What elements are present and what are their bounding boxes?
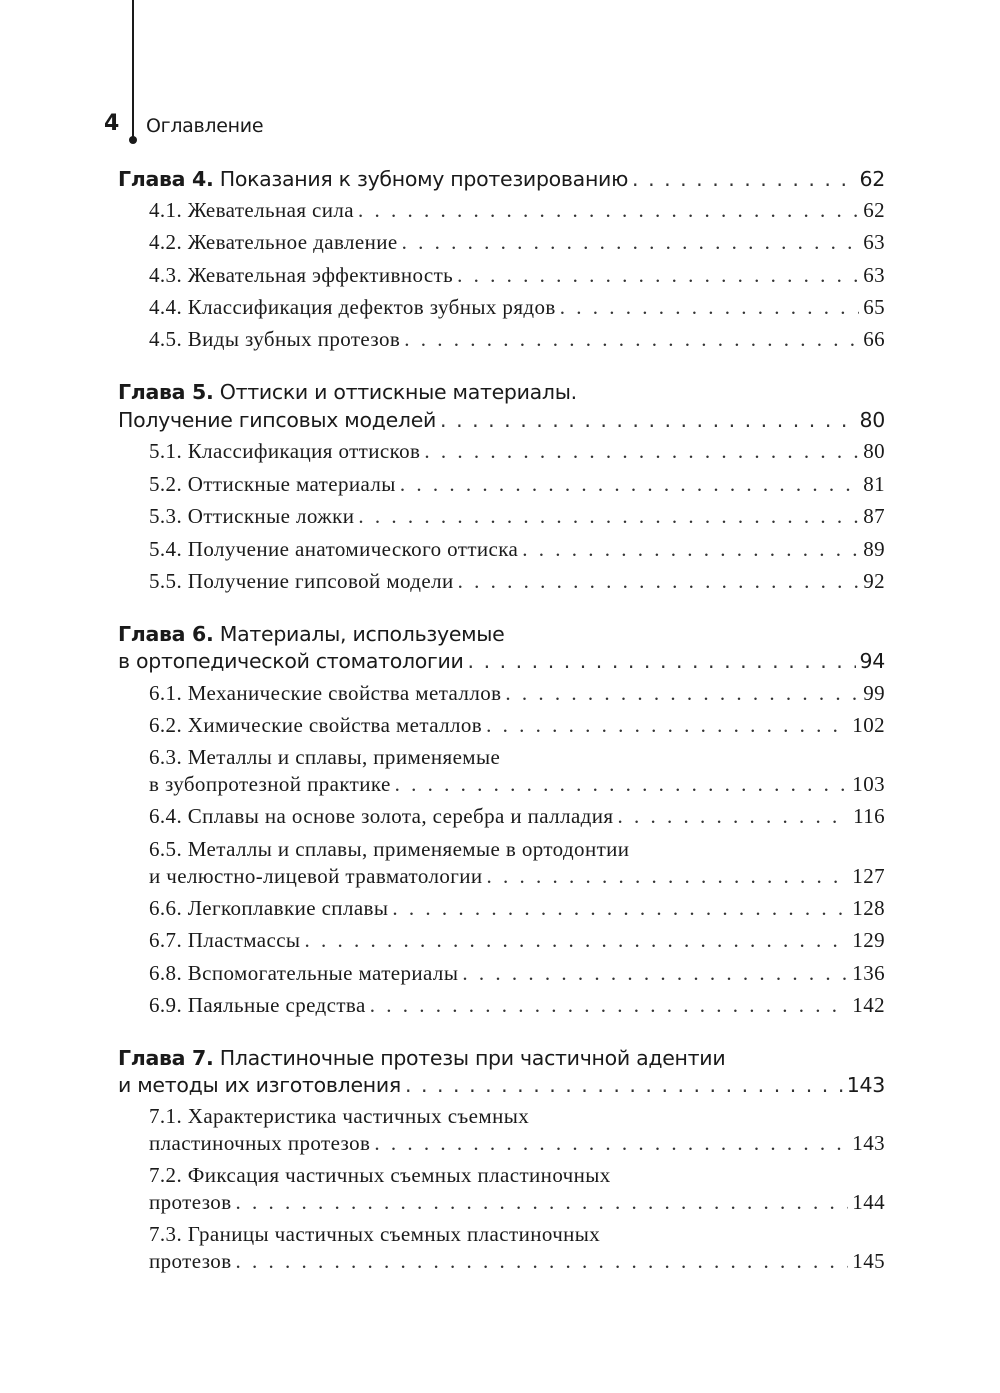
toc-section-6-5-line1[interactable] — [118, 832, 885, 862]
section-title: 4.2. Жевательное давление — [149, 230, 398, 254]
section-page: 92 — [863, 569, 885, 593]
section-page: 127 — [852, 864, 885, 888]
section-page: 89 — [863, 537, 885, 561]
section-title: 6.8. Вспомогательные материалы — [149, 961, 459, 985]
section-title: 6.6. Легкоплавкие сплавы — [149, 896, 389, 920]
section-title-line2: в зубопротезной практике — [149, 772, 391, 796]
dot-leader — [404, 327, 859, 352]
section-page: 102 — [852, 713, 885, 737]
section-page: 116 — [853, 804, 885, 828]
section-page: 145 — [852, 1249, 885, 1273]
toc-section-6-3-line1[interactable] — [118, 740, 885, 770]
dot-leader — [462, 961, 848, 986]
section-page: 99 — [863, 681, 885, 705]
toc-section-7-2-line1[interactable] — [118, 1158, 885, 1188]
toc-section-6-2[interactable] — [118, 708, 885, 738]
dot-leader — [632, 167, 855, 191]
section-page: 144 — [852, 1190, 885, 1214]
dot-leader — [457, 263, 859, 288]
dot-leader — [468, 649, 856, 673]
chapter-title-line2: в ортопедической стоматологии — [118, 649, 464, 673]
running-title: Оглавление — [146, 115, 264, 137]
dot-leader — [560, 295, 860, 320]
dot-leader — [395, 772, 849, 797]
section-title: 4.4. Классификация дефектов зубных рядов — [149, 295, 556, 319]
toc-chapter-6[interactable] — [118, 643, 885, 673]
toc-chapter-5-line1[interactable] — [118, 374, 885, 404]
dot-leader — [402, 230, 860, 255]
section-page: 81 — [863, 472, 885, 496]
toc-chapter-5[interactable] — [118, 402, 885, 432]
section-title: 5.3. Оттискные ложки — [149, 504, 355, 528]
dot-leader — [486, 713, 848, 738]
dot-leader — [522, 537, 859, 562]
section-title: 5.5. Получение гипсовой модели — [149, 569, 454, 593]
header-rule-dot — [129, 136, 137, 144]
section-page: 142 — [852, 993, 885, 1017]
section-title-line1: 6.5. Металлы и сплавы, применяемые в ортодонтии — [149, 837, 630, 861]
section-title: 4.1. Жевательная сила — [149, 198, 355, 222]
section-title: 6.1. Механические свойства металлов — [149, 681, 502, 705]
toc-section-4-4[interactable] — [118, 290, 885, 320]
section-title: 6.9. Паяльные средства — [149, 993, 366, 1017]
section-title: 5.4. Получение анатомического оттиска — [149, 537, 519, 561]
section-page: 128 — [852, 896, 885, 920]
toc-section-6-8[interactable] — [118, 956, 885, 986]
section-title: 6.2. Химические свойства металлов — [149, 713, 483, 737]
toc-section-6-7[interactable] — [118, 923, 885, 953]
dot-leader — [405, 1073, 843, 1097]
dot-leader — [304, 928, 848, 953]
chapter-title-line2: и методы их изготовления — [118, 1073, 401, 1097]
chapter-page: 62 — [859, 167, 885, 191]
toc-section-6-1[interactable] — [118, 676, 885, 706]
dot-leader — [424, 439, 859, 464]
dot-leader — [374, 1131, 848, 1156]
section-title-line1: 7.1. Характеристика частичных съемных — [149, 1104, 530, 1128]
section-title: 4.5. Виды зубных протезов — [149, 327, 401, 351]
toc-chapter-7-line1[interactable] — [118, 1040, 885, 1070]
toc-section-6-9[interactable] — [118, 988, 885, 1018]
section-title: 5.2. Оттискные материалы — [149, 472, 396, 496]
section-page: 103 — [852, 772, 885, 796]
toc-section-6-5[interactable] — [118, 859, 885, 889]
toc-section-6-4[interactable] — [118, 799, 885, 829]
dot-leader — [458, 569, 860, 594]
section-title: 4.3. Жевательная эффективность — [149, 263, 454, 287]
section-title-line2: протезов — [149, 1190, 232, 1214]
toc-section-6-6[interactable] — [118, 891, 885, 921]
chapter-title-line1: Оттиски и оттискные материалы. — [219, 380, 577, 404]
section-title: 6.4. Сплавы на основе золота, серебра и палладия — [149, 804, 614, 828]
chapter-label: Глава 7. — [118, 1046, 214, 1070]
section-title-line1: 7.2. Фиксация частичных съемных пластиночных — [149, 1163, 611, 1187]
chapter-title-line1: Материалы, используемые — [219, 622, 505, 646]
chapter-label: Глава 4. — [118, 167, 214, 191]
chapter-page: 80 — [859, 408, 885, 432]
toc-section-5-5[interactable] — [118, 564, 885, 594]
chapter-page: 143 — [846, 1073, 885, 1097]
dot-leader — [358, 198, 859, 223]
section-page: 143 — [852, 1131, 885, 1155]
section-page: 66 — [863, 327, 885, 351]
dot-leader — [236, 1190, 849, 1215]
chapter-title-line2: Получение гипсовых моделей — [118, 408, 437, 432]
toc-section-5-1[interactable] — [118, 434, 885, 464]
chapter-title-line1: Пластиночные протезы при частичной адентии — [219, 1046, 726, 1070]
section-page: 80 — [863, 439, 885, 463]
toc-chapter-6-line1[interactable] — [118, 616, 885, 646]
toc-section-7-3-line1[interactable] — [118, 1217, 885, 1247]
dot-leader — [617, 804, 849, 829]
section-page: 63 — [863, 230, 885, 254]
dot-leader — [400, 472, 859, 497]
dot-leader — [487, 864, 849, 889]
toc-section-7-2[interactable] — [118, 1185, 885, 1215]
toc-section-4-2[interactable] — [118, 225, 885, 255]
toc-section-5-2[interactable] — [118, 467, 885, 497]
toc-section-4-1[interactable] — [118, 193, 885, 223]
toc-chapter-7[interactable] — [118, 1067, 885, 1097]
dot-leader — [505, 681, 859, 706]
section-title-line2: пластиночных протезов — [149, 1131, 371, 1155]
section-title: 6.7. Пластмассы — [149, 928, 301, 952]
toc-section-6-3[interactable] — [118, 767, 885, 797]
section-title-line1: 7.3. Границы частичных съемных пластиночных — [149, 1222, 601, 1246]
toc-section-4-5[interactable] — [118, 322, 885, 352]
chapter-label: Глава 6. — [118, 622, 214, 646]
dot-leader — [440, 408, 855, 432]
chapter-page: 94 — [859, 649, 885, 673]
toc-section-7-1-line1[interactable] — [118, 1099, 885, 1129]
dot-leader — [358, 504, 859, 529]
toc-section-5-4[interactable] — [118, 532, 885, 562]
section-page: 87 — [863, 504, 885, 528]
toc-section-5-3[interactable] — [118, 499, 885, 529]
page-number: 4 — [104, 111, 120, 136]
section-title: 5.1. Классификация оттисков — [149, 439, 421, 463]
chapter-title: Показания к зубному протезированию — [219, 167, 629, 191]
dot-leader — [370, 993, 849, 1018]
section-title-line2: и челюстно-лицевой травматологии — [149, 864, 483, 888]
toc-chapter-4[interactable] — [118, 161, 885, 191]
section-page: 62 — [863, 198, 885, 222]
dot-leader — [236, 1249, 849, 1274]
section-page: 63 — [863, 263, 885, 287]
toc-section-4-3[interactable] — [118, 258, 885, 288]
header-vertical-rule — [132, 0, 134, 140]
toc-section-7-3[interactable] — [118, 1244, 885, 1274]
section-page: 65 — [863, 295, 885, 319]
chapter-label: Глава 5. — [118, 380, 214, 404]
dot-leader — [392, 896, 848, 921]
section-page: 129 — [852, 928, 885, 952]
section-title-line2: протезов — [149, 1249, 232, 1273]
toc-section-7-1[interactable] — [118, 1126, 885, 1156]
section-title-line1: 6.3. Металлы и сплавы, применяемые — [149, 745, 501, 769]
section-page: 136 — [852, 961, 885, 985]
